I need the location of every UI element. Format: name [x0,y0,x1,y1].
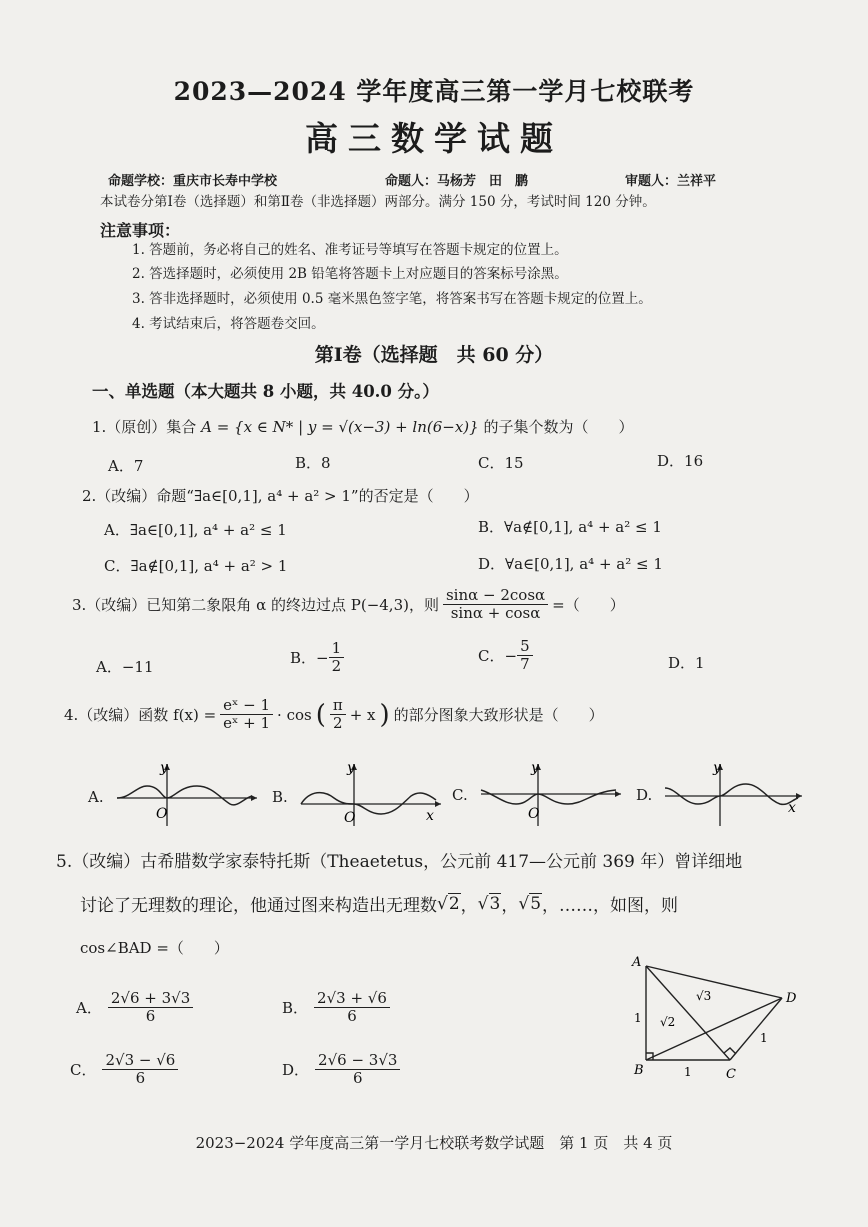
radicand: 5 [530,894,542,914]
origin-label: O [156,806,168,822]
label-bc: 1 [684,1065,692,1079]
question-1-suffix: 的子集个数为（ ） [483,418,634,436]
notes-title: 注意事项： [100,221,181,240]
q1-option-a: A．7 [108,457,144,475]
question-5-line-2 [80,891,678,916]
fraction-denominator: 6 [347,1007,357,1026]
option-label: B． [282,999,309,1018]
q3-option-d: D．1 [668,654,705,672]
graph-d [660,760,810,828]
question-3-fraction [443,587,548,623]
question-3 [72,587,625,623]
curve [665,784,798,804]
graph-a-label: A. [88,788,104,806]
option-fraction [329,640,345,676]
x-label: x [788,800,796,816]
authors: 命题人：马杨芳 田 鹏 [385,174,529,189]
radicand: 2 [448,894,460,914]
graph-c [476,760,626,828]
label-ab: 1 [634,1011,642,1025]
question-4-suffix: 的部分图象大致形状是（ ） [393,706,604,725]
curve [117,786,252,805]
graph-b-label: B. [272,788,288,806]
vertex-d: D [786,991,797,1006]
question-4-prefix: 4.（改编）函数 f(x) = [64,706,217,725]
y-label: y [347,760,355,776]
option-fraction [108,990,193,1026]
fraction-numerator: 2√3 − √6 [102,1052,178,1070]
origin-label: O [528,806,540,822]
fraction-denominator: 6 [135,1069,146,1088]
fraction-numerator: 2√3 + √6 [314,990,390,1008]
fraction-numerator: sinα − 2cosα [443,587,548,605]
question-5-text: ，……，如图，则 [542,896,679,916]
q3-option-b [290,640,344,676]
question-5-text: 讨论了无理数的理论，他通过图来构造出无理数 [80,896,437,916]
q5-option-a [76,990,193,1026]
cos-argument-tail: + x [349,705,376,724]
vertex-c: C [726,1067,736,1082]
option-fraction [517,638,533,674]
question-4-cos: · cos [277,705,312,724]
exam-subject: 高三数学试题 [305,119,563,158]
q5-option-b [282,990,390,1026]
fraction-denominator: 2 [333,714,343,733]
curve [481,790,616,804]
sqrt-symbol: √ [477,893,489,914]
x-axis-arrow [435,801,441,807]
fraction-numerator: 1 [329,640,345,658]
sqrt-symbol: √ [437,893,448,914]
q3-option-c [478,638,533,674]
label-cd: 1 [760,1031,768,1045]
fraction-denominator: 2 [331,657,342,676]
separator: ， [460,896,478,916]
question-3-suffix: =（ ） [552,596,625,615]
part-heading: 一、单选题（本大题共 8 小题，共 40.0 分。） [92,382,439,401]
q1-option-c: C．15 [478,454,524,472]
graph-a [112,760,262,828]
option-label: B． [290,649,317,668]
curve [301,793,436,814]
fraction-denominator: 6 [352,1069,363,1088]
x-label: x [426,808,434,824]
minus-sign: − [316,648,329,667]
fraction-numerator: 2√6 + 3√3 [108,990,193,1008]
question-1 [92,416,633,437]
graph-b [296,760,446,828]
question-3-prefix: 3.（改编）已知第二象限角 α 的终边过点 P(−4,3)，则 [72,596,439,615]
q5-option-d [282,1052,400,1088]
y-label: y [713,760,721,776]
exam-intro: 本试卷分第Ⅰ卷（选择题）和第Ⅱ卷（非选择题）两部分。满分 150 分，考试时间 120 分钟。 [100,194,656,210]
question-4 [64,697,604,733]
option-fraction [102,1052,178,1088]
right-paren: ) [379,699,390,730]
graph-c-label: C. [452,786,468,804]
note-item: 3. 答非选择题时，必须使用 0.5 毫米黑色签字笔，将答案书写在答题卡规定的位置上。 [132,291,652,307]
q1-option-d: D．16 [657,452,704,470]
label-ad: √3 [696,989,712,1003]
fraction-numerator: π [330,697,346,715]
page-footer: 2023−2024 学年度高三第一学月七校联考数学试题 第 1 页 共 4 页 [195,1134,673,1152]
segment-bd [646,998,782,1060]
option-fraction [315,1052,400,1088]
origin-label: O [344,810,356,826]
option-fraction [314,990,390,1026]
q2-option-a: A．∃a∈[0,1], a⁴ + a² ≤ 1 [104,521,287,539]
fraction-numerator: 5 [517,638,533,656]
vertex-b: B [634,1063,644,1078]
option-label: D． [282,1061,310,1080]
graph-d-label: D. [636,786,653,804]
question-1-prefix: 1.（原创）集合 [92,418,197,436]
proposing-school: 命题学校：重庆市长寿中学校 [108,174,278,189]
sqrt-symbol: √ [518,893,530,914]
vertex-a: A [632,955,642,970]
right-angle-c [724,1048,736,1054]
note-item: 1. 答题前，务必将自己的姓名、准考证号等填写在答题卡规定的位置上。 [132,242,568,258]
option-label: C． [70,1061,97,1080]
fraction-denominator: sinα + cosα [450,604,541,623]
q2-option-d: D．∀a∈[0,1], a⁴ + a² ≤ 1 [478,555,663,573]
y-label: y [160,760,168,776]
fraction-denominator: eˣ + 1 [223,714,271,733]
fraction-denominator: 7 [520,655,530,674]
question-2: 2.（改编）命题“∃a∈[0,1], a⁴ + a² > 1”的否定是（ ） [82,487,479,505]
option-label: C． [478,647,505,666]
question-5-line-3: cos∠BAD =（ ） [80,939,229,957]
radicand: 3 [489,894,501,914]
x-axis-arrow [615,791,621,797]
question-1-set: A = {x ∈ N* | y = √(x−3) + ln(6−x)} [201,418,479,436]
option-label: A． [76,999,102,1018]
question-4-fraction [220,697,273,733]
question-5-line-1: 5.（改编）古希腊数学家泰特托斯（Theaetetus，公元前 417—公元前 369 年）曾详细地 [56,852,743,872]
q5-option-c [70,1052,178,1088]
cos-fraction [330,697,346,733]
reviewer: 审题人：兰祥平 [625,174,717,189]
fraction-denominator: 6 [145,1007,156,1026]
y-label: y [531,760,539,776]
minus-sign: − [504,646,518,665]
separator: ， [501,896,519,916]
segment-cd [730,998,782,1060]
fraction-numerator: eˣ − 1 [220,697,273,715]
note-item: 4. 考试结束后，将答题卷交回。 [132,316,325,332]
left-paren: ( [315,699,326,730]
note-item: 2. 答选择题时，必须使用 2B 铅笔将答题卡上对应题目的答案标号涂黑。 [132,266,568,282]
section-heading: 第Ⅰ卷（选择题 共 60 分） [314,344,554,366]
segment-ac [646,966,730,1060]
exam-title: 2023—2024 学年度高三第一学月七校联考 [173,77,695,106]
q2-option-b: B．∀a∉[0,1], a⁴ + a² ≤ 1 [478,518,662,536]
q2-option-c: C．∃a∉[0,1], a⁴ + a² > 1 [104,557,288,575]
fraction-numerator: 2√6 − 3√3 [315,1052,400,1070]
q3-option-a: A．−11 [96,658,154,676]
label-ac: √2 [660,1015,676,1029]
q1-option-b: B．8 [295,454,331,472]
segment-ad [646,966,782,998]
theaetetus-figure [620,950,830,1085]
